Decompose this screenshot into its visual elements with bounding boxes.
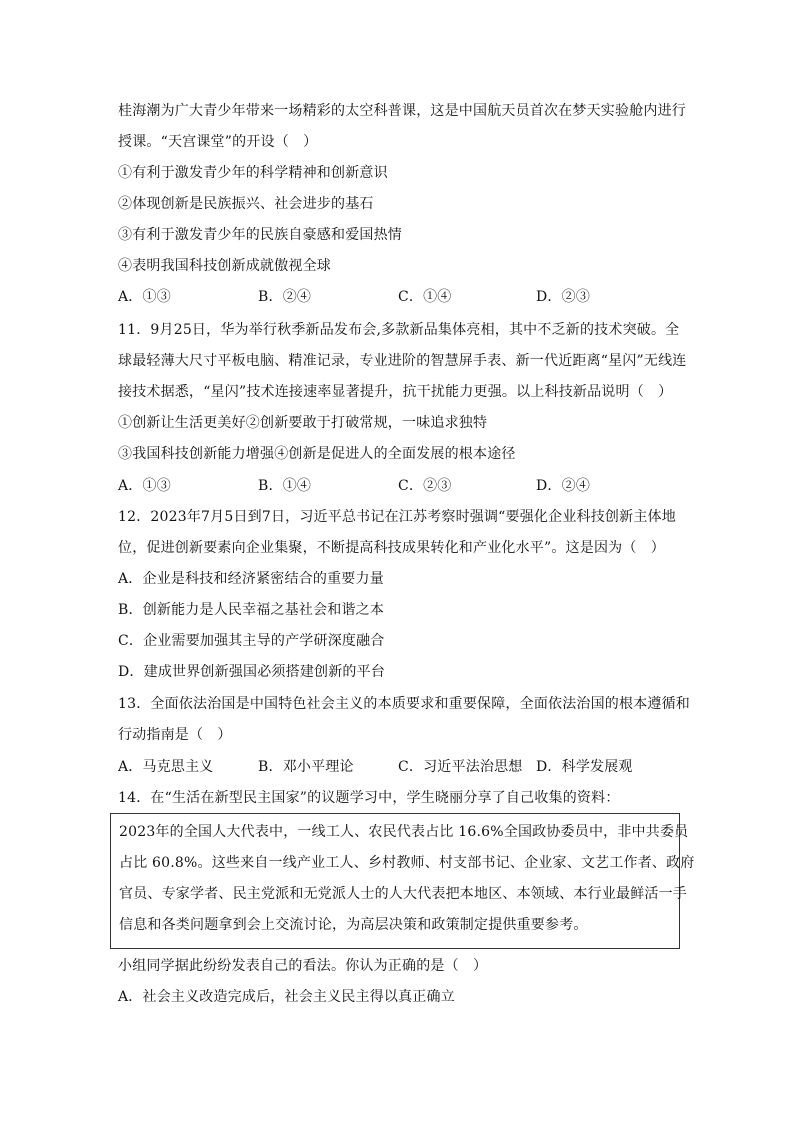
q11-line-3: 接技术据悉，“星闪”技术连接速率显著提升，抗干扰能力更强。以上科技新品说明（ ） — [118, 384, 673, 400]
q12-option-b: B．创新能力是人民幸福之基社会和谐之本 — [118, 602, 385, 618]
intro-statement-3: ③有利于激发青少年的民族自豪感和爱国热情 — [118, 227, 402, 243]
q11-statement-1-2: ①创新让生活更美好②创新要敢于打破常规，一味追求独特 — [118, 415, 488, 431]
intro-statement-4: ④表明我国科技创新成就傲视全球 — [118, 258, 331, 274]
intro-option-c: C．①④ — [398, 289, 452, 305]
intro-option-a: A．①③ — [118, 289, 171, 305]
q12-option-c: C．企业需要加强其主导的产学研深度融合 — [118, 633, 385, 649]
q14-option-a: A．社会主义改造完成后，社会主义民主得以真正确立 — [118, 989, 455, 1005]
q11-option-d: D．②④ — [536, 478, 591, 494]
q12-option-d: D．建成世界创新强国必须搭建创新的平台 — [118, 664, 386, 680]
intro-option-d: D．②③ — [536, 289, 591, 305]
q13-option-c: C．习近平法治思想 — [398, 759, 523, 775]
q12-line-2: 位，促进创新要素向企业集聚，不断提高科技成果转化和产业化水平”。这是因为（ ） — [118, 540, 665, 556]
q11-option-c: C．②③ — [398, 478, 452, 494]
q14-line-1: 14．在“生活在新型民主国家”的议题学习中，学生晓丽分享了自己收集的资料： — [118, 790, 620, 806]
q14-material-line-3: 官员、专家学者、民主党派和无党派人士的人大代表把本地区、本领域、本行业最鲜活一手 — [119, 886, 687, 902]
intro-line-2: 授课。“天宫课堂”的开设（ ） — [118, 134, 318, 150]
q11-option-a: A．①③ — [118, 478, 171, 494]
intro-line-1: 桂海潮为广大青少年带来一场精彩的太空科普课，这是中国航天员首次在梦天实验舱内进行 — [118, 103, 686, 119]
q13-option-d: D．科学发展观 — [536, 759, 633, 775]
q13-line-2: 行动指南是（ ） — [118, 727, 232, 743]
intro-statement-1: ①有利于激发青少年的科学精神和创新意识 — [118, 165, 388, 181]
q14-after-line: 小组同学据此纷纷发表自己的看法。你认为正确的是（ ） — [118, 958, 488, 974]
intro-statement-2: ②体现创新是民族振兴、社会进步的基石 — [118, 196, 374, 212]
q12-option-a: A．企业是科技和经济紧密结合的重要力量 — [118, 571, 384, 587]
q12-line-1: 12．2023年7月5日到7日，习近平总书记在江苏考察时强调“要强化企业科技创新主体地 — [118, 509, 676, 525]
q13-line-1: 13．全面依法治国是中国特色社会主义的本质要求和重要保障，全面依法治国的根本遵循和 — [118, 696, 691, 712]
q14-material-box — [110, 813, 695, 949]
q14-material-line-4: 信息和各类问题拿到会上交流讨论，为高层决策和政策制定提供重要参考。 — [119, 917, 588, 933]
q14-material-line-2: 占比 60.8%。这些来自一线产业工人、乡村教师、村支部书记、企业家、文艺工作者、政府 — [119, 855, 695, 871]
q13-option-b: B．邓小平理论 — [258, 759, 354, 775]
intro-option-b: B．②④ — [258, 289, 312, 305]
q11-statement-3-4: ③我国科技创新能力增强④创新是促进人的全面发展的根本途径 — [118, 446, 516, 462]
q11-line-1: 11．9月25日，华为举行秋季新品发布会,多款新品集体亮相，其中不乏新的技术突破。全 — [118, 322, 680, 338]
q11-line-2: 球最轻薄大尺寸平板电脑、精准记录，专业进阶的智慧屏手表、新一代近距离“星闪”无线连 — [118, 353, 687, 369]
q11-option-b: B．①④ — [258, 478, 312, 494]
q14-material-line-1: 2023年的全国人大代表中，一线工人、农民代表占比 16.6%全国政协委员中，非中共委员 — [119, 824, 689, 840]
q13-option-a: A．马克思主义 — [118, 759, 214, 775]
